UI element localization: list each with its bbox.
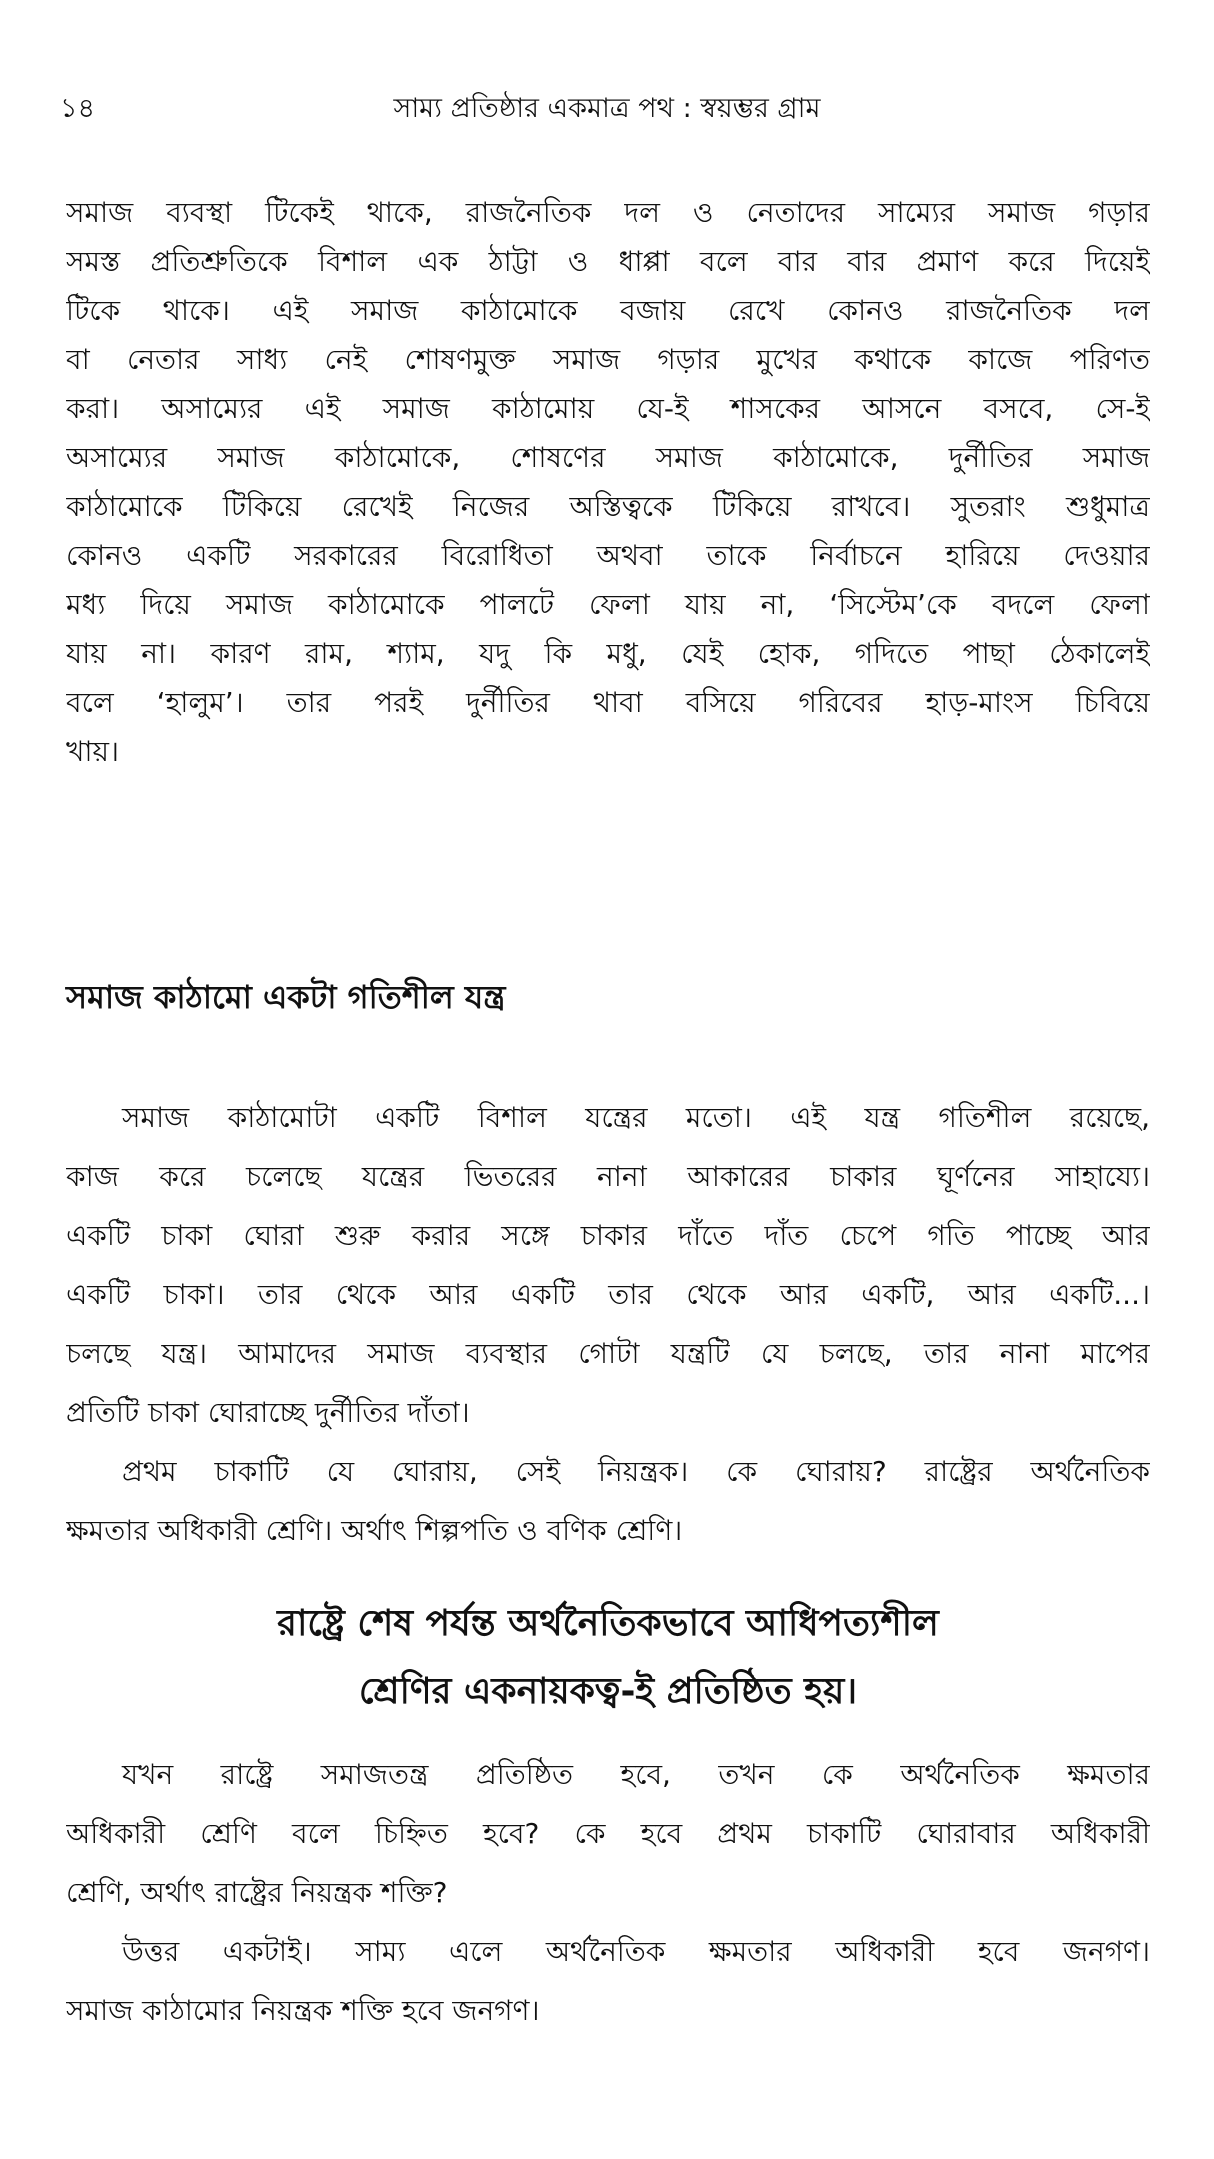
- callout-line: রাষ্ট্রে শেষ পর্যন্ত অর্থনৈতিকভাবে আধিপত্যশীল: [277, 1603, 939, 1644]
- section-heading: সমাজ কাঠামো একটা গতিশীল যন্ত্র: [66, 978, 506, 1016]
- text-line: চলছে যন্ত্র। আমাদের সমাজ ব্যবস্থার গোটা যন্ত্রটি যে চলছে, তার নানা মাপের: [66, 1337, 1150, 1370]
- paragraph-1: [66, 188, 1150, 776]
- text-line: যায় না। কারণ রাম, শ্যাম, যদু কি মধু, যেই হোক, গদিতে পাছা ঠেকালেই: [66, 637, 1150, 670]
- text-line: ক্ষমতার অধিকারী শ্রেণি। অর্থাৎ শিল্পপতি ও বণিক শ্রেণি।: [66, 1514, 683, 1547]
- text-line: বলে ‘হালুম’। তার পরই দুর্নীতির থাবা বসিয়ে গরিবের হাড়-মাংস চিবিয়ে: [66, 686, 1150, 719]
- callout-quote: [66, 1590, 1150, 1726]
- text-line: সমাজ কাঠামোর নিয়ন্ত্রক শক্তি হবে জনগণ।: [66, 1994, 540, 2027]
- text-line: সমাজ ব্যবস্থা টিকেই থাকে, রাজনৈতিক দল ও নেতাদের সাম্যের সমাজ গড়ার: [66, 196, 1150, 229]
- paragraph-2: [66, 1088, 1150, 1560]
- text-line: শ্রেণি, অর্থাৎ রাষ্ট্রের নিয়ন্ত্রক শক্তি?: [66, 1876, 448, 1909]
- running-title: সাম্য প্রতিষ্ঠার একমাত্র পথ : স্বয়ম্ভর গ্রাম: [393, 93, 821, 124]
- paragraph-3: [66, 1745, 1150, 2040]
- text-line: উত্তর একটাই। সাম্য এলে অর্থনৈতিক ক্ষমতার অধিকারী হবে জনগণ।: [122, 1935, 1150, 1968]
- text-line: বা নেতার সাধ্য নেই শোষণমুক্ত সমাজ গড়ার মুখের কথাকে কাজে পরিণত: [66, 343, 1150, 376]
- text-line: যখন রাষ্ট্রে সমাজতন্ত্র প্রতিষ্ঠিত হবে, তখন কে অর্থনৈতিক ক্ষমতার: [122, 1758, 1150, 1791]
- text-line: প্রতিটি চাকা ঘোরাচ্ছে দুর্নীতির দাঁতা।: [66, 1396, 470, 1429]
- text-line: প্রথম চাকাটি যে ঘোরায়, সেই নিয়ন্ত্রক। কে ঘোরায়? রাষ্ট্রের অর্থনৈতিক: [122, 1455, 1150, 1488]
- callout-line: শ্রেণির একনায়কত্ব-ই প্রতিষ্ঠিত হয়।: [358, 1671, 858, 1712]
- text-line: মধ্য দিয়ে সমাজ কাঠামোকে পালটে ফেলা যায় না, ‘সিস্টেম’কে বদলে ফেলা: [66, 588, 1150, 621]
- text-line: সমস্ত প্রতিশ্রুতিকে বিশাল এক ঠাট্টা ও ধাপ্পা বলে বার বার প্রমাণ করে দিয়েই: [66, 245, 1150, 278]
- page-number: ১৪: [60, 93, 96, 124]
- page-header: [60, 88, 1154, 132]
- text-line: সমাজ কাঠামোটা একটি বিশাল যন্ত্রের মতো। এই যন্ত্র গতিশীল রয়েছে,: [122, 1101, 1150, 1134]
- text-line: টিকে থাকে। এই সমাজ কাঠামোকে বজায় রেখে কোনও রাজনৈতিক দল: [66, 294, 1150, 327]
- text-line: কোনও একটি সরকারের বিরোধিতা অথবা তাকে নির্বাচনে হারিয়ে দেওয়ার: [66, 539, 1150, 572]
- text-line: কাঠামোকে টিকিয়ে রেখেই নিজের অস্তিত্বকে টিকিয়ে রাখবে। সুতরাং শুধুমাত্র: [66, 490, 1150, 523]
- text-line: একটি চাকা। তার থেকে আর একটি তার থেকে আর একটি, আর একটি...।: [66, 1278, 1150, 1311]
- text-line: খায়।: [66, 735, 120, 768]
- text-line: একটি চাকা ঘোরা শুরু করার সঙ্গে চাকার দাঁতে দাঁত চেপে গতি পাচ্ছে আর: [66, 1219, 1150, 1252]
- text-line: অধিকারী শ্রেণি বলে চিহ্নিত হবে? কে হবে প্রথম চাকাটি ঘোরাবার অধিকারী: [66, 1817, 1150, 1850]
- text-line: কাজ করে চলেছে যন্ত্রের ভিতরের নানা আকারের চাকার ঘূর্ণনের সাহায্যে।: [66, 1160, 1150, 1193]
- text-line: করা। অসাম্যের এই সমাজ কাঠামোয় যে-ই শাসকের আসনে বসবে, সে-ই: [66, 392, 1150, 425]
- text-line: অসাম্যের সমাজ কাঠামোকে, শোষণের সমাজ কাঠামোকে, দুর্নীতির সমাজ: [66, 441, 1150, 474]
